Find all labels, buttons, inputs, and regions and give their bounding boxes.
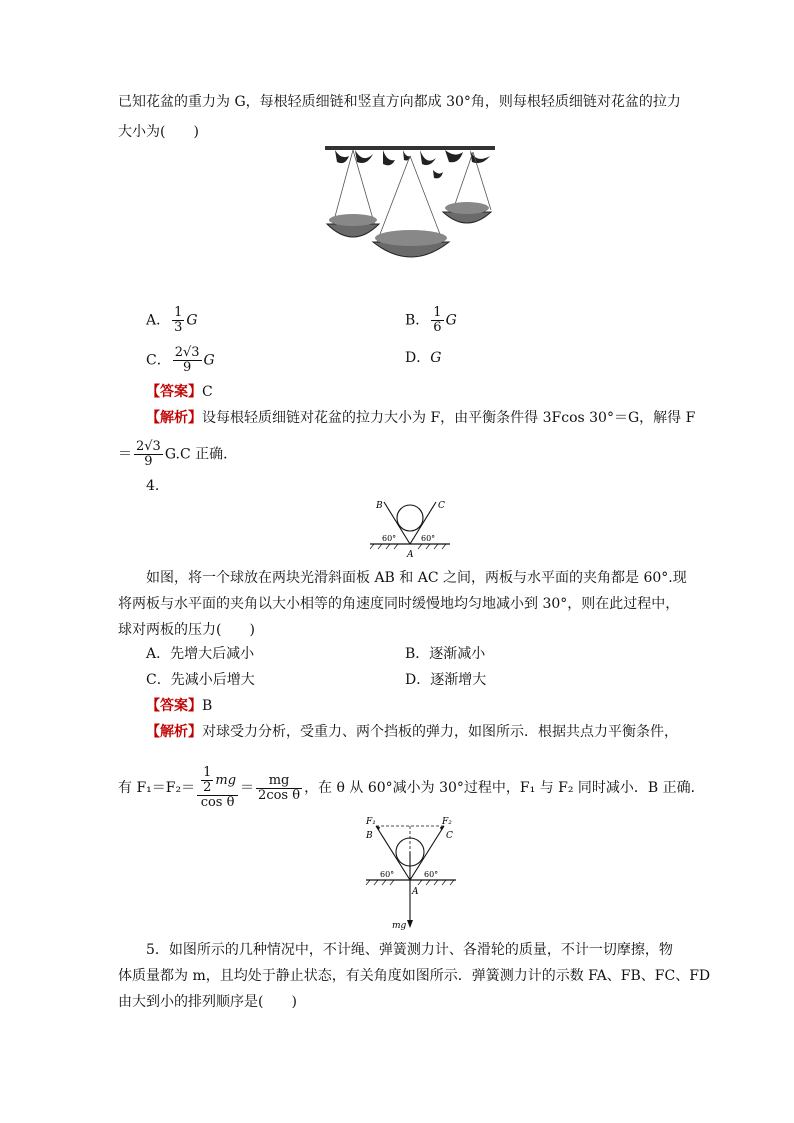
- analysis-tag: 【解析】: [146, 724, 202, 740]
- option-label: D．: [405, 350, 431, 366]
- q3-stem-line1: 已知花盆的重力为 G，每根轻质细链和竖直方向都成 30°角，则每根轻质细链对花盆的拉力: [118, 94, 681, 110]
- q4-option-d[interactable]: D．逐渐增大: [405, 672, 487, 688]
- angle-left-label: 60°: [380, 870, 395, 879]
- fraction: [256, 774, 302, 803]
- equals: ＝: [240, 780, 255, 796]
- q3-analysis-line1: [146, 408, 695, 428]
- fraction: [431, 306, 443, 335]
- q4-stem-line1: 如图，将一个球放在两块光滑斜面板 AB 和 AC 之间，两板与水平面的夹角都是 60°.现: [146, 570, 687, 586]
- hanging-flower-pots-figure: [325, 146, 495, 258]
- fraction: [172, 306, 184, 335]
- analysis-tag: 【解析】: [146, 410, 202, 426]
- equals: ＝: [118, 446, 132, 463]
- q4-analysis-line1: [146, 722, 678, 742]
- variable: G: [445, 312, 457, 329]
- half-fraction: [201, 766, 213, 795]
- q5-stem-line3: 由大到小的排列顺序是( ): [118, 994, 297, 1010]
- q4-option-a[interactable]: A．先增大后减小: [146, 646, 255, 662]
- label-a: A: [407, 550, 414, 560]
- numerator: [197, 766, 238, 796]
- q3-option-c[interactable]: [146, 346, 215, 375]
- q4-answer: [146, 696, 212, 716]
- option-label: A．: [146, 312, 171, 329]
- numerator: 1: [174, 305, 183, 320]
- numerator: 1: [433, 305, 442, 320]
- option-label: C．: [146, 352, 171, 369]
- option-label: B．: [405, 312, 430, 329]
- force-analysis-figure: [362, 814, 462, 934]
- fraction: [134, 440, 163, 469]
- label-c: C: [438, 501, 445, 511]
- answer-value: B: [202, 698, 213, 714]
- analysis-text: 设每根轻质细链对花盆的拉力大小为 F，由平衡条件得 3Fcos 30°＝G，解得 F: [202, 410, 696, 426]
- ball-between-planes-figure: [368, 494, 458, 560]
- numerator: mg: [256, 774, 302, 789]
- q4-stem-line2: 将两板与水平面的夹角以大小相等的角速度同时缓慢地均匀地减小到 30°，则在此过程中，: [118, 596, 680, 612]
- angle-left-label: 60°: [382, 534, 397, 543]
- denominator: 2cos θ: [258, 787, 301, 803]
- q4-analysis-line2: [118, 766, 705, 810]
- q5-stem-line1: 5．如图所示的几种情况中，不计绳、弹簧测力计、各滑轮的质量，不计一切摩擦，物: [146, 942, 673, 958]
- denominator: 6: [433, 320, 442, 335]
- label-f1: F₁: [366, 817, 376, 827]
- denominator: 3: [174, 320, 183, 335]
- denominator: 9: [144, 454, 153, 469]
- numerator: 1: [203, 765, 212, 780]
- numerator: 2√3: [136, 439, 161, 454]
- q3-answer: [146, 382, 213, 402]
- numerator: 2√3: [174, 345, 200, 360]
- analysis-text: 对球受力分析，受重力、两个挡板的弹力，如图所示．根据共点力平衡条件，: [202, 724, 678, 740]
- answer-tag: 【答案】: [146, 698, 202, 714]
- q4-option-c[interactable]: C．先减小后增大: [146, 672, 255, 688]
- q4-option-b[interactable]: B．逐渐减小: [405, 646, 486, 662]
- q4-stem-line3: 球对两板的压力( ): [118, 622, 255, 638]
- label-b: B: [376, 501, 383, 511]
- label-mg: mg: [392, 921, 407, 931]
- denominator: cos θ: [200, 795, 235, 810]
- q3-option-a[interactable]: [146, 306, 198, 335]
- answer-value: C: [202, 384, 213, 400]
- q3-option-b[interactable]: [405, 306, 457, 335]
- q4-number: 4.: [146, 478, 160, 494]
- q5-stem-line2: 体质量都为 m，且均处于静止状态，有关角度如图所示．弹簧测力计的示数 FA、FB、FC、FD: [118, 968, 711, 984]
- label-a: A: [412, 887, 419, 897]
- q3-analysis-line2: [118, 440, 237, 469]
- variable: G: [186, 312, 198, 329]
- label-b: B: [366, 831, 373, 841]
- variable: G: [430, 350, 442, 366]
- equation-prefix: 有 F₁＝F₂＝: [118, 780, 196, 796]
- answer-tag: 【答案】: [146, 384, 202, 400]
- compound-fraction: [197, 766, 238, 810]
- analysis-tail: G.C 正确．: [164, 446, 238, 463]
- variable: mg: [215, 773, 237, 788]
- variable: G: [203, 352, 215, 369]
- angle-right-label: 60°: [424, 870, 439, 879]
- q3-option-d[interactable]: [405, 348, 441, 368]
- denominator: 2: [203, 780, 212, 795]
- q3-stem-line2: 大小为( ): [118, 124, 199, 140]
- fraction: [173, 346, 202, 375]
- angle-right-label: 60°: [421, 534, 436, 543]
- label-f2: F₂: [442, 817, 452, 827]
- denominator: 9: [182, 360, 192, 375]
- analysis-tail: ，在 θ 从 60°减小为 30°过程中，F₁ 与 F₂ 同时减小．B 正确．: [304, 780, 705, 796]
- label-c: C: [446, 831, 453, 841]
